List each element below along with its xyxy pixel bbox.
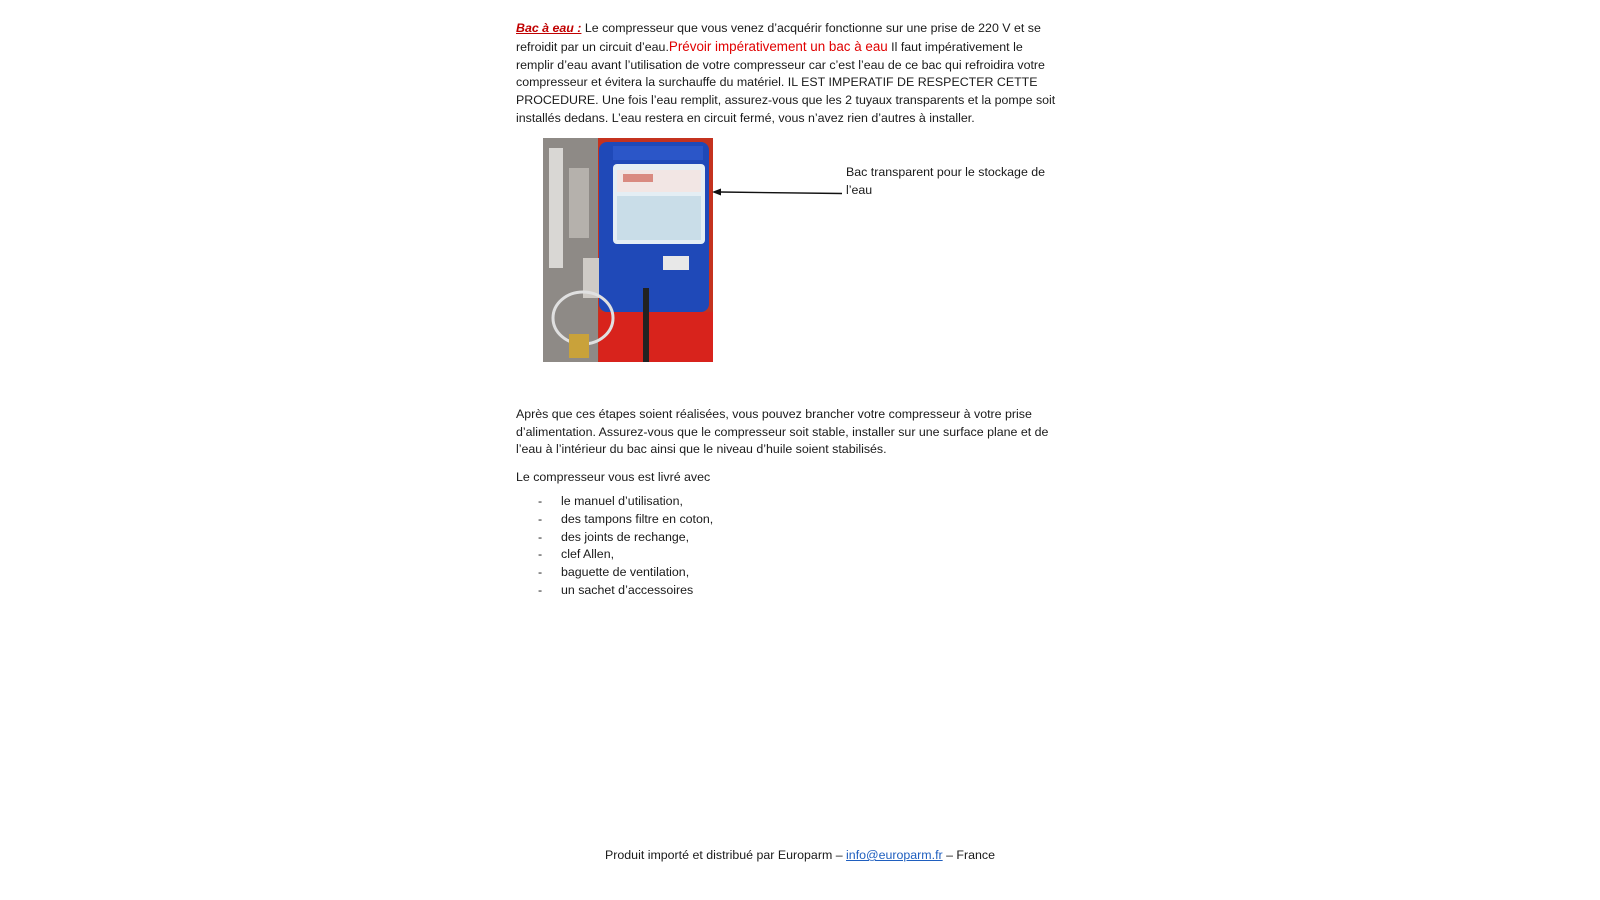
email-link[interactable]: info@europarm.fr bbox=[846, 848, 943, 862]
list-item: - des tampons filtre en coton, bbox=[538, 511, 714, 526]
delivered-intro: Le compresseur vous est livré avec bbox=[516, 470, 711, 485]
list-item: - clef Allen, bbox=[538, 547, 615, 562]
callout-label: Bac transparent pour le stockage de l’eau bbox=[846, 164, 1046, 197]
list-item: - des joints de rechange, bbox=[538, 529, 690, 544]
footer bbox=[0, 848, 1600, 862]
list-item: - baguette de ventilation, bbox=[538, 565, 690, 580]
body-text: Il faut impérativement le remplir d’eau avant l’utilisation de votre compresseur car c’est l’eau de ce bac qui refroidira votre compresseur et évitera la surchauffe du matériel. IL EST IMPERATIF DE RESPECTER CETTE PROCEDURE. Une fois l’eau remplit, assurez-vous que les 2 tuyaux transparents et la pompe soit installés dedans. L’eau restera en circuit fermé, vous n’avez rien d’autres à installer. bbox=[516, 39, 1056, 125]
compressor-photo bbox=[543, 138, 713, 362]
document-page bbox=[516, 20, 1056, 600]
footer-prefix: Produit importé et distribué par Europarm – bbox=[605, 848, 847, 862]
compressor-photo-drawing bbox=[543, 138, 713, 362]
warning-text: Prévoir impérativement un bac à eau bbox=[668, 38, 888, 54]
water-tank-paragraph bbox=[516, 20, 1056, 128]
callout-arrow bbox=[712, 186, 844, 200]
footer-suffix: – France bbox=[942, 848, 995, 862]
delivered-items-list bbox=[516, 493, 1056, 600]
list-item: - un sachet d’accessoires bbox=[538, 582, 694, 597]
list-item: - le manuel d’utilisation, bbox=[538, 493, 683, 508]
section-heading: Bac à eau : bbox=[516, 21, 582, 35]
compressor-figure bbox=[516, 138, 1056, 406]
after-steps-paragraph: Après que ces étapes soient réalisées, vous pouvez brancher votre compresseur à votre prise d’alimentation. Assurez-vous que le compresseur soit stable, installer sur une surface plane et de l’eau à l’intérieur du bac ainsi que le niveau d’huile soient stabilisés. bbox=[516, 406, 1049, 457]
intro-text: Le compresseur que vous venez d’acquérir fonctionne sur une prise de 220 V et se refroidit par un circuit d’eau. bbox=[516, 21, 1041, 54]
